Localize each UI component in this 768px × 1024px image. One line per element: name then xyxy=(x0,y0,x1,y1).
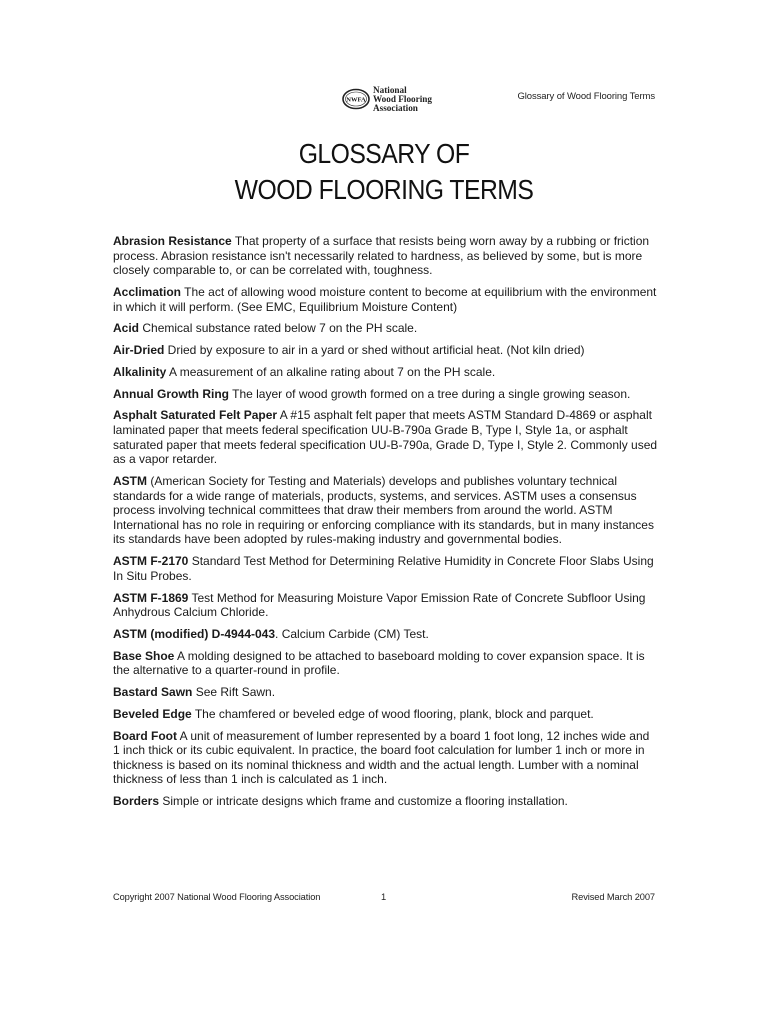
entry-term: ASTM xyxy=(113,474,147,489)
glossary-entry xyxy=(113,234,658,278)
entry-term: Acclimation xyxy=(113,284,182,299)
glossary-entry xyxy=(113,554,658,583)
glossary-entry xyxy=(113,321,658,336)
entry-definition: A unit of measurement of lumber represented by a board 1 foot long, 12 inches wide and 1 inch thick or its cubic equivalent. In practice, the board foot calculation for lumber 1 inch or more in thickness is based on its nominal thickness and width and the actual length. Lumber with a nominal thickness of less than 1 inch is calculated as 1 inch. xyxy=(113,728,650,787)
glossary-entry xyxy=(113,591,658,620)
entry-term: Annual Growth Ring xyxy=(113,386,229,401)
entry-definition: (American Society for Testing and Materials) develops and publishes voluntary technical standards for a wide range of materials, products, systems, and services. ASTM uses a consensus process involving technical committees that draw their members from around the world. ASTM International has no role in requiring or enforcing compliance with its standards, but in many instances its standards have been adopted by rules-making industry and governmental bodies. xyxy=(113,474,654,547)
entry-term: Base Shoe xyxy=(113,648,175,663)
footer-revised: Revised March 2007 xyxy=(571,892,655,902)
entry-definition: A #15 asphalt felt paper that meets ASTM Standard D-4869 or asphalt laminated paper that meets federal specification UU-B-790a Grade B, Type I, Style 1a, or asphalt saturated paper that meets federal specification UU-B-790a, Grade D, Type I, Style 2. Commonly used as a vapor retarder. xyxy=(113,408,658,467)
entry-definition: The layer of wood growth formed on a tree during a single growing season. xyxy=(229,386,631,401)
glossary-entry xyxy=(113,474,658,547)
glossary-entry xyxy=(113,343,658,358)
nwfa-badge-icon xyxy=(342,88,370,110)
entry-term: Alkalinity xyxy=(113,364,167,379)
entry-term: Board Foot xyxy=(113,728,177,743)
entry-definition: Standard Test Method for Determining Relative Humidity in Concrete Floor Slabs Using In Situ Probes. xyxy=(113,554,654,583)
logo-line-1: National xyxy=(373,84,407,95)
entry-definition: . Calcium Carbide (CM) Test. xyxy=(275,626,429,641)
glossary-entry xyxy=(113,365,658,380)
glossary-list xyxy=(113,234,658,816)
entry-term: Air-Dried xyxy=(113,343,165,358)
entry-term: Borders xyxy=(113,794,160,809)
entry-term: ASTM F-2170 xyxy=(113,554,189,569)
glossary-entry xyxy=(113,285,658,314)
entry-definition: Chemical substance rated below 7 on the PH scale. xyxy=(139,321,418,336)
entry-term: Abrasion Resistance xyxy=(113,234,232,248)
glossary-entry xyxy=(113,729,658,787)
glossary-entry xyxy=(113,408,658,466)
glossary-entry xyxy=(113,707,658,722)
entry-definition: Test Method for Measuring Moisture Vapor Emission Rate of Concrete Subfloor Using Anhydrous Calcium Chloride. xyxy=(113,590,646,620)
glossary-entry xyxy=(113,627,658,642)
entry-definition: Dried by exposure to air in a yard or shed without artificial heat. (Not kiln dried) xyxy=(164,343,585,358)
entry-definition: The act of allowing wood moisture content to become at equilibrium with the environment in which it will perform. (See EMC, Equilibrium Moisture Content) xyxy=(113,284,657,314)
glossary-entry xyxy=(113,685,658,700)
entry-definition: The chamfered or beveled edge of wood flooring, plank, block and parquet. xyxy=(191,706,594,721)
nwfa-badge-text: NWFA xyxy=(346,96,366,104)
entry-definition: A measurement of an alkaline rating about 7 on the PH scale. xyxy=(166,364,496,379)
page-title xyxy=(38,136,729,208)
entry-term: Asphalt Saturated Felt Paper xyxy=(113,408,278,423)
entry-term: Acid xyxy=(113,321,140,336)
footer-page-number: 1 xyxy=(381,892,387,902)
entry-definition: A molding designed to be attached to baseboard molding to cover expansion space. It is the alternative to a quarter-round in profile. xyxy=(113,648,645,678)
running-title: Glossary of Wood Flooring Terms xyxy=(517,91,655,102)
logo-line-2: Wood Flooring xyxy=(373,93,432,104)
entry-term: ASTM (modified) D-4944-043 xyxy=(113,626,276,641)
page-title-line-2: WOOD FLOORING TERMS xyxy=(234,174,534,205)
page-title-line-1: GLOSSARY OF xyxy=(298,138,470,169)
glossary-entry xyxy=(113,794,658,809)
entry-definition: That property of a surface that resists being worn away by a rubbing or friction process. Abrasion resistance isn't necessarily related to hardness, as believed by some, but is more closely comparable to, or can be correlated with, toughness. xyxy=(113,234,650,278)
nwfa-wordmark xyxy=(373,86,432,113)
logo-line-3: Association xyxy=(373,102,418,113)
entry-definition: Simple or intricate designs which frame and customize a flooring installation. xyxy=(159,794,568,809)
entry-term: Bastard Sawn xyxy=(113,685,193,700)
glossary-entry xyxy=(113,387,658,402)
entry-term: ASTM F-1869 xyxy=(113,590,189,605)
glossary-entry xyxy=(113,649,658,678)
footer-copyright: Copyright 2007 National Wood Flooring Association xyxy=(113,892,321,902)
entry-definition: See Rift Sawn. xyxy=(192,685,276,700)
nwfa-logo xyxy=(342,84,452,114)
entry-term: Beveled Edge xyxy=(113,706,192,721)
